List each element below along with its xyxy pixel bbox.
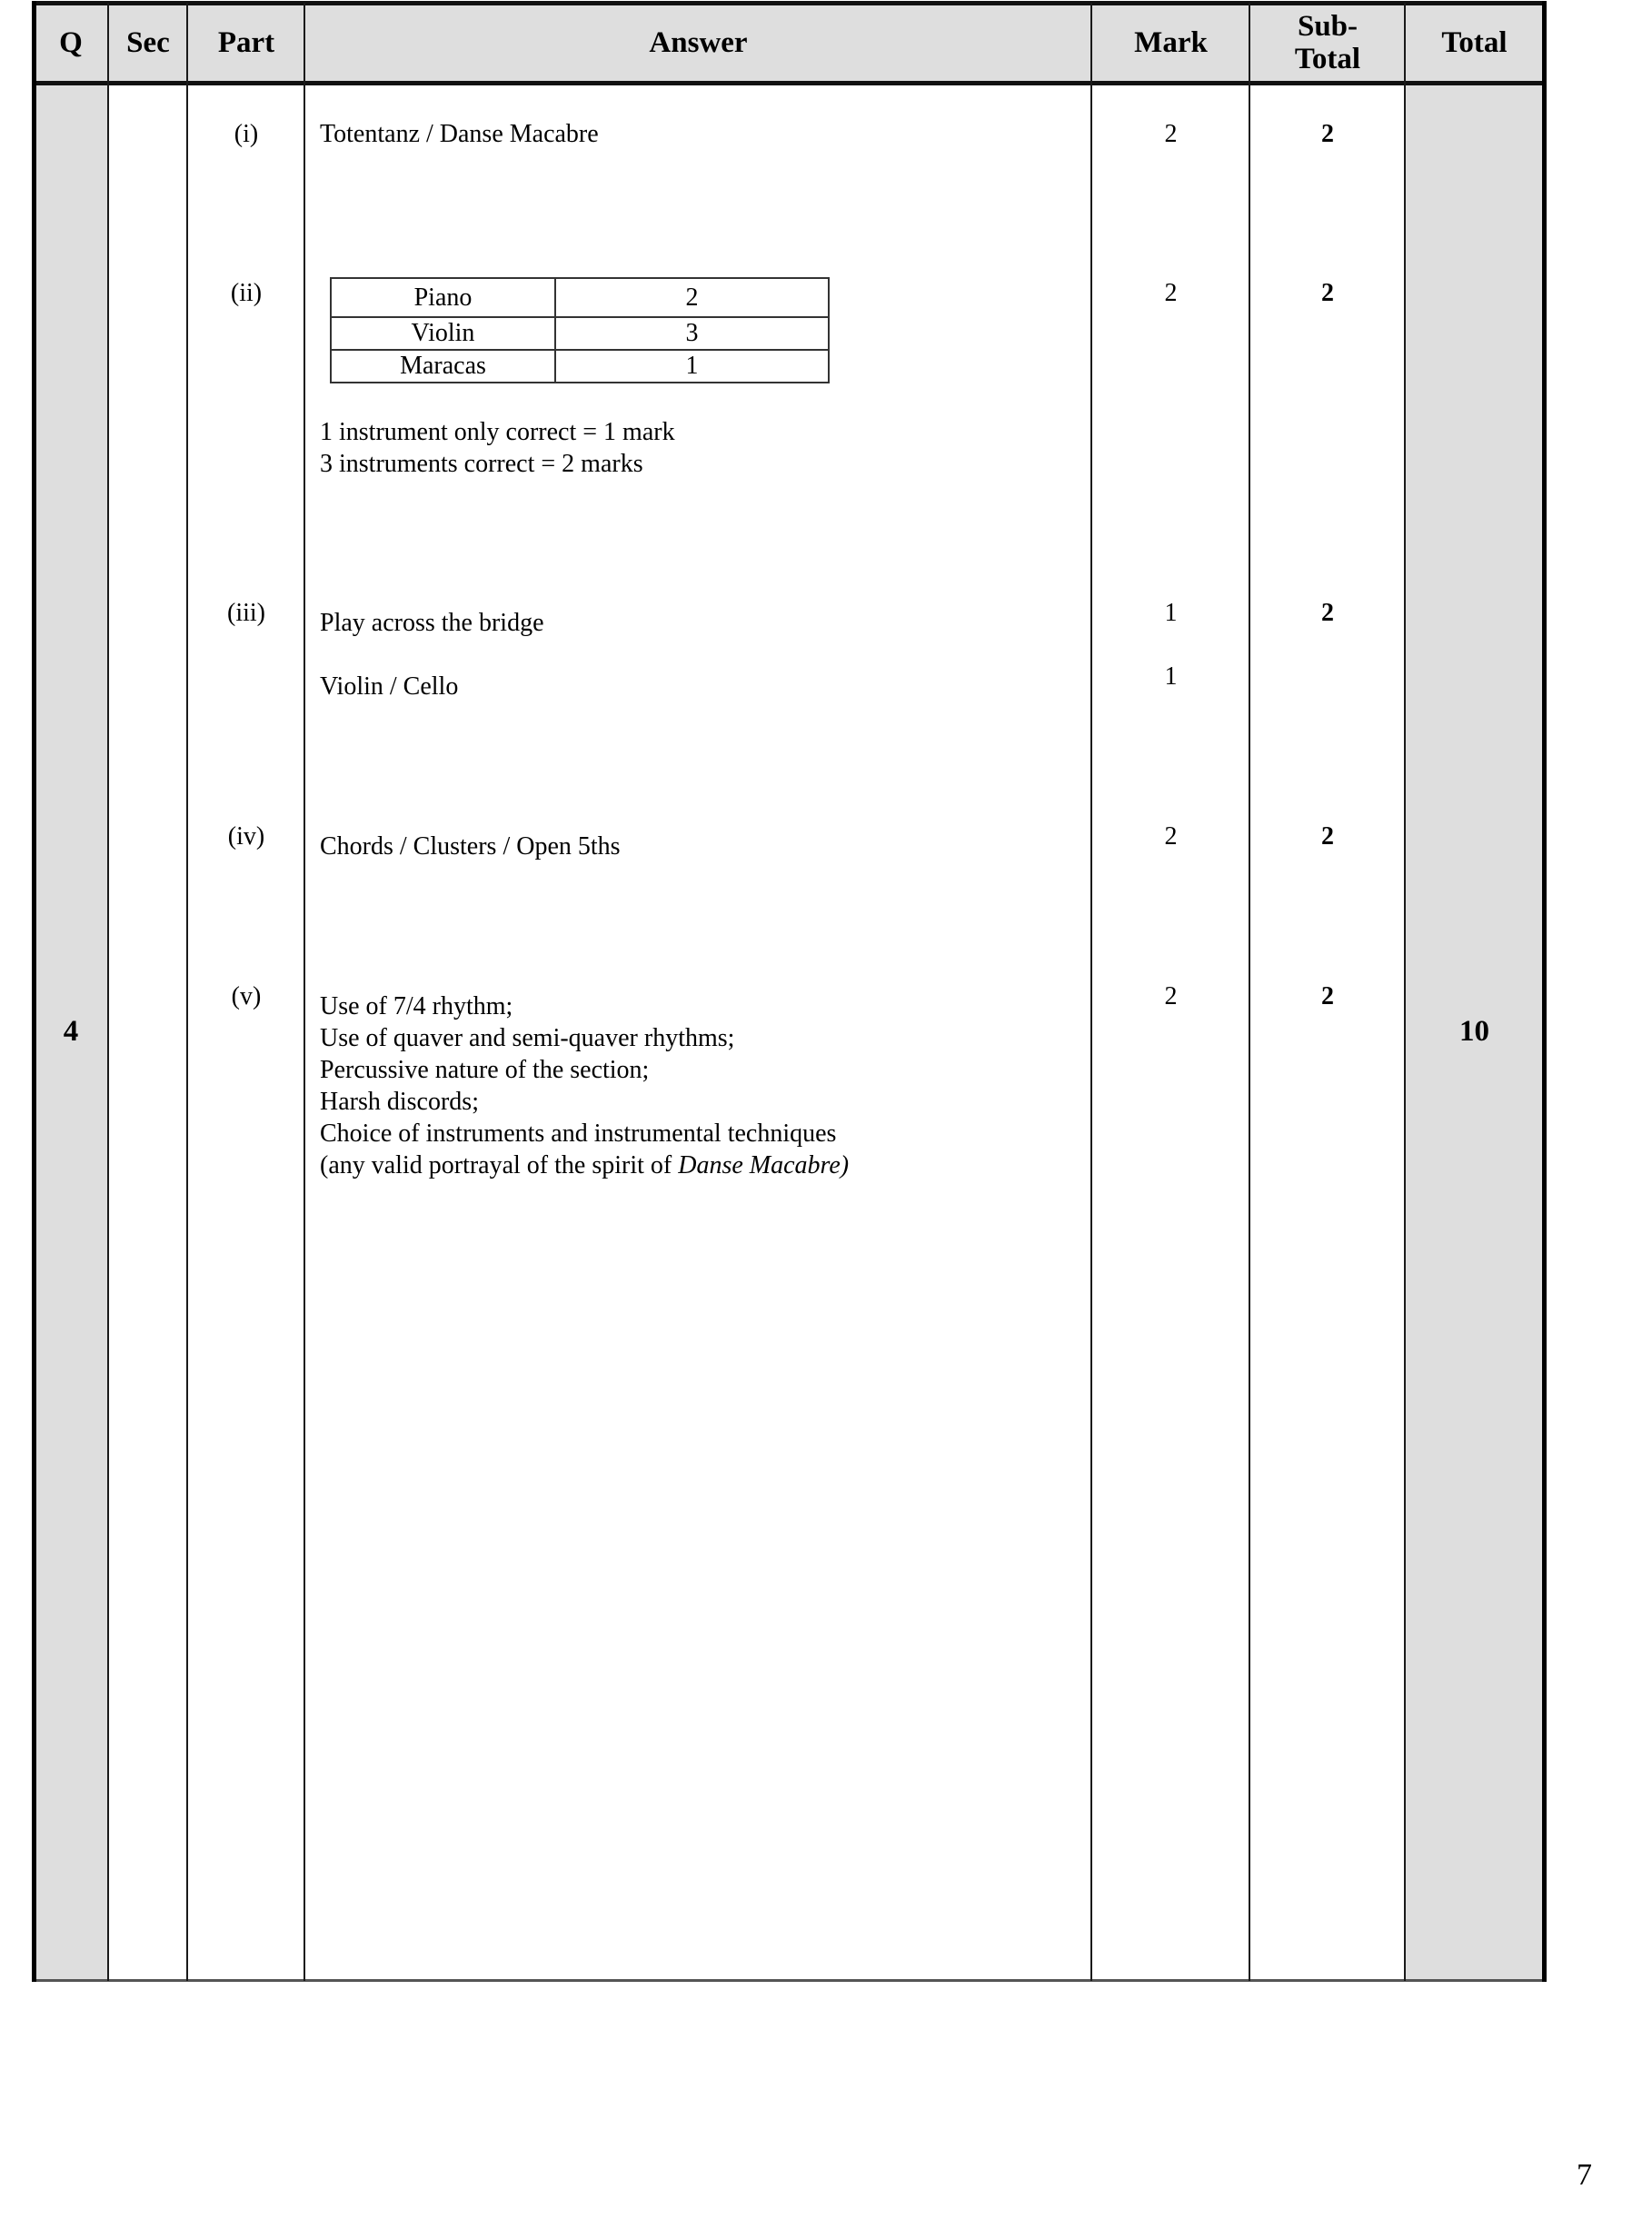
- instrument-name: Piano: [331, 278, 555, 317]
- mark-value: 1: [1164, 599, 1178, 627]
- header-mark: Mark: [1134, 26, 1208, 59]
- subtotal-value: 2: [1321, 822, 1334, 851]
- mark-value: 2: [1164, 120, 1178, 148]
- header-subtotal-line2: Total: [1294, 43, 1361, 75]
- header-subtotal-line1: Sub-: [1297, 10, 1358, 43]
- answer-line-note: [320, 1149, 849, 1181]
- subtotal-value: 2: [1321, 279, 1334, 307]
- divider-q-sec: [107, 3, 109, 1981]
- header-sec: Sec: [126, 26, 170, 59]
- answer-line: Harsh discords;: [320, 1088, 479, 1116]
- note-text: (any valid portrayal of the spirit of: [320, 1151, 679, 1179]
- part-label: (iii): [227, 599, 265, 627]
- table-bottom-border: [32, 1979, 1547, 1982]
- answer-line: Violin / Cello: [320, 672, 459, 701]
- answer-line: 1 instrument only correct = 1 mark: [320, 418, 675, 446]
- part-label: (i): [234, 120, 259, 148]
- header-q: Q: [59, 26, 83, 59]
- instrument-value: 3: [555, 317, 829, 350]
- answer-line: Use of quaver and semi-quaver rhythms;: [320, 1024, 735, 1052]
- instrument-row: [331, 317, 829, 350]
- mark-value: 2: [1164, 279, 1178, 307]
- part-label: (ii): [230, 279, 263, 307]
- mark-value: 2: [1164, 822, 1178, 851]
- page-number: 7: [1577, 2158, 1592, 2192]
- instrument-name: Maracas: [331, 350, 555, 383]
- instrument-value: 2: [555, 278, 829, 317]
- answer-line: Percussive nature of the section;: [320, 1056, 650, 1084]
- subtotal-value: 2: [1321, 599, 1334, 627]
- table-right-border: [1542, 1, 1547, 1982]
- answer-line: Chords / Clusters / Open 5ths: [320, 832, 621, 861]
- instrument-table: [330, 277, 830, 383]
- header-subtotal: [1250, 3, 1405, 83]
- answer-line: Play across the bridge: [320, 609, 544, 637]
- instrument-row: [331, 278, 829, 317]
- answer-line: Use of 7/4 rhythm;: [320, 992, 513, 1020]
- part-label: (iv): [227, 822, 265, 851]
- instrument-name: Violin: [331, 317, 555, 350]
- subtotal-value: 2: [1321, 120, 1334, 148]
- mark-value: 2: [1164, 982, 1178, 1010]
- part-label: (v): [231, 982, 262, 1010]
- question-total: 10: [1459, 1015, 1489, 1048]
- header-total: Total: [1441, 26, 1508, 59]
- answer-line: 3 instruments correct = 2 marks: [320, 450, 643, 478]
- mark-value: 1: [1164, 662, 1178, 691]
- question-number: 4: [63, 1015, 79, 1048]
- instrument-value: 1: [555, 350, 829, 383]
- note-italic-title: Danse Macabre): [678, 1151, 850, 1179]
- instrument-row: [331, 350, 829, 383]
- answer-line: Totentanz / Danse Macabre: [320, 120, 599, 148]
- answer-line: Choice of instruments and instrumental techniques: [320, 1119, 837, 1148]
- subtotal-value: 2: [1321, 982, 1334, 1010]
- header-part: Part: [217, 26, 275, 59]
- header-answer: Answer: [649, 26, 748, 59]
- table-left-border: [32, 1, 36, 1982]
